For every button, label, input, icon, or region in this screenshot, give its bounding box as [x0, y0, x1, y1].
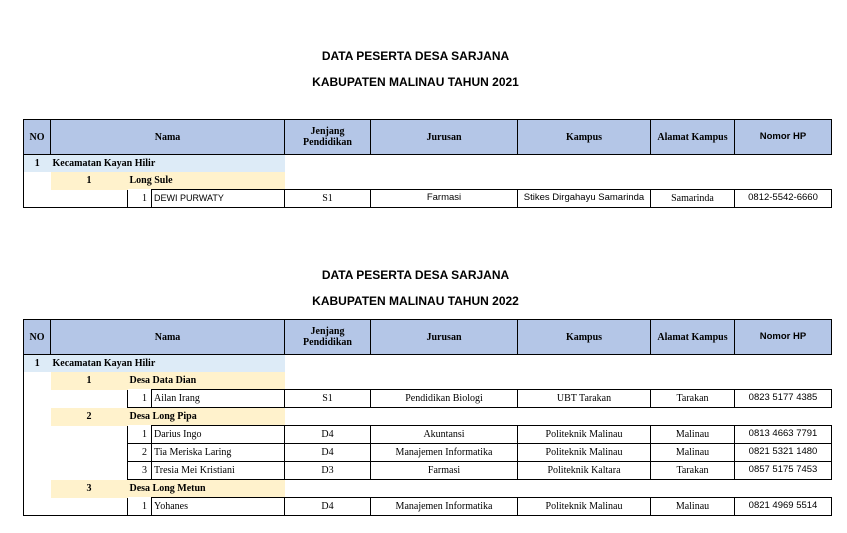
participant-row: [24, 190, 832, 208]
participant-kampus: Stikes Dirgahayu Samarinda: [518, 190, 651, 208]
row-indent-2: [51, 462, 128, 480]
participant-jenjang: D4: [285, 426, 371, 444]
desa-row-blank: [285, 480, 832, 498]
title-2021: DATA PESERTA DESA SARJANA: [321, 49, 510, 63]
row-indent-2: [51, 498, 128, 516]
desa-name: Desa Data Dian: [128, 372, 285, 390]
participant-jurusan: Pendidikan Biologi: [371, 390, 518, 408]
row-indent: [24, 498, 51, 516]
desa-number: 1: [51, 372, 128, 390]
participant-kampus: Politeknik Malinau: [518, 498, 651, 516]
participant-number: 1: [128, 426, 152, 444]
participant-row: [24, 498, 832, 516]
row-indent: [24, 462, 51, 480]
participant-alamat: Tarakan: [651, 462, 735, 480]
title-2022: DATA PESERTA DESA SARJANA: [321, 268, 510, 282]
participant-name: DEWI PURWATY: [152, 190, 285, 208]
participant-number: 3: [128, 462, 152, 480]
col-header-no: NO: [24, 120, 51, 155]
col-header-alamat: Alamat Kampus: [651, 320, 735, 355]
desa-row: [24, 372, 832, 390]
participant-jurusan: Manajemen Informatika: [371, 498, 518, 516]
participant-nomor-hp: 0821 5321 1480: [735, 444, 832, 462]
desa-row: [24, 480, 832, 498]
col-header-kampus: Kampus: [518, 120, 651, 155]
kecamatan-name: Kecamatan Kayan Hilir: [51, 155, 285, 173]
participant-row: [24, 390, 832, 408]
desa-row-blank: [285, 408, 832, 426]
row-indent-2: [51, 390, 128, 408]
participant-nomor-hp: 0812-5542-6660: [735, 190, 832, 208]
participant-name: Tresia Mei Kristiani: [152, 462, 285, 480]
participant-row: [24, 426, 832, 444]
kecamatan-row: [24, 355, 832, 373]
participant-alamat: Tarakan: [651, 390, 735, 408]
kecamatan-row: [24, 155, 832, 173]
subtitle-2021: KABUPATEN MALINAU TAHUN 2021: [312, 75, 519, 89]
col-header-nomor-hp: Nomor HP: [735, 320, 832, 355]
header-row: [24, 120, 832, 155]
participant-alamat: Malinau: [651, 498, 735, 516]
desa-name: Desa Long Pipa: [128, 408, 285, 426]
row-indent-2: [51, 190, 128, 208]
participant-name: Tia Meriska Laring: [152, 444, 285, 462]
desa-number: 2: [51, 408, 128, 426]
participant-jenjang: D3: [285, 462, 371, 480]
desa-name: Desa Long Metun: [128, 480, 285, 498]
participant-jenjang: S1: [285, 190, 371, 208]
participant-kampus: Politeknik Malinau: [518, 444, 651, 462]
participant-name: Darius Ingo: [152, 426, 285, 444]
participant-alamat: Samarinda: [651, 190, 735, 208]
desa-row-blank: [285, 372, 832, 390]
desa-indent: [24, 172, 51, 190]
participant-number: 1: [128, 190, 152, 208]
row-indent: [24, 390, 51, 408]
kecamatan-number: 1: [24, 355, 51, 373]
participant-jurusan: Farmasi: [371, 190, 518, 208]
desa-indent: [24, 480, 51, 498]
participant-nomor-hp: 0813 4663 7791: [735, 426, 832, 444]
participant-number: 1: [128, 390, 152, 408]
participant-kampus: Politeknik Malinau: [518, 426, 651, 444]
col-header-no: NO: [24, 320, 51, 355]
participant-number: 1: [128, 498, 152, 516]
participant-nomor-hp: 0823 5177 4385: [735, 390, 832, 408]
header-row: [24, 320, 832, 355]
desa-name: Long Sule: [128, 172, 285, 190]
participants-table-2021: [23, 119, 832, 208]
participant-nomor-hp: 0857 5175 7453: [735, 462, 832, 480]
kecamatan-name: Kecamatan Kayan Hilir: [51, 355, 285, 373]
col-header-nama: Nama: [51, 320, 285, 355]
participant-jurusan: Manajemen Informatika: [371, 444, 518, 462]
row-indent: [24, 190, 51, 208]
participant-jurusan: Akuntansi: [371, 426, 518, 444]
participant-row: [24, 462, 832, 480]
participant-row: [24, 444, 832, 462]
col-header-alamat: Alamat Kampus: [651, 120, 735, 155]
participant-jenjang: D4: [285, 444, 371, 462]
col-header-jurusan: Jurusan: [371, 320, 518, 355]
desa-row: [24, 172, 832, 190]
col-header-jurusan: Jurusan: [371, 120, 518, 155]
row-indent: [24, 426, 51, 444]
participant-jurusan: Farmasi: [371, 462, 518, 480]
kecamatan-number: 1: [24, 155, 51, 173]
col-header-nomor-hp: Nomor HP: [735, 120, 832, 155]
desa-row-blank: [285, 172, 832, 190]
participant-jenjang: D4: [285, 498, 371, 516]
participant-alamat: Malinau: [651, 444, 735, 462]
kecamatan-row-blank: [285, 155, 832, 173]
desa-indent: [24, 372, 51, 390]
participants-table-2022: [23, 319, 832, 516]
desa-indent: [24, 408, 51, 426]
col-header-jenjang: Jenjang Pendidikan: [285, 120, 371, 155]
col-header-nama: Nama: [51, 120, 285, 155]
col-header-kampus: Kampus: [518, 320, 651, 355]
participant-alamat: Malinau: [651, 426, 735, 444]
desa-number: 3: [51, 480, 128, 498]
desa-row: [24, 408, 832, 426]
participant-number: 2: [128, 444, 152, 462]
subtitle-2022: KABUPATEN MALINAU TAHUN 2022: [312, 294, 519, 308]
participant-name: Ailan Irang: [152, 390, 285, 408]
participant-nomor-hp: 0821 4969 5514: [735, 498, 832, 516]
kecamatan-row-blank: [285, 355, 832, 373]
row-indent: [24, 444, 51, 462]
participant-kampus: Politeknik Kaltara: [518, 462, 651, 480]
participant-kampus: UBT Tarakan: [518, 390, 651, 408]
row-indent-2: [51, 444, 128, 462]
participant-name: Yohanes: [152, 498, 285, 516]
participant-jenjang: S1: [285, 390, 371, 408]
row-indent-2: [51, 426, 128, 444]
desa-number: 1: [51, 172, 128, 190]
col-header-jenjang: Jenjang Pendidikan: [285, 320, 371, 355]
